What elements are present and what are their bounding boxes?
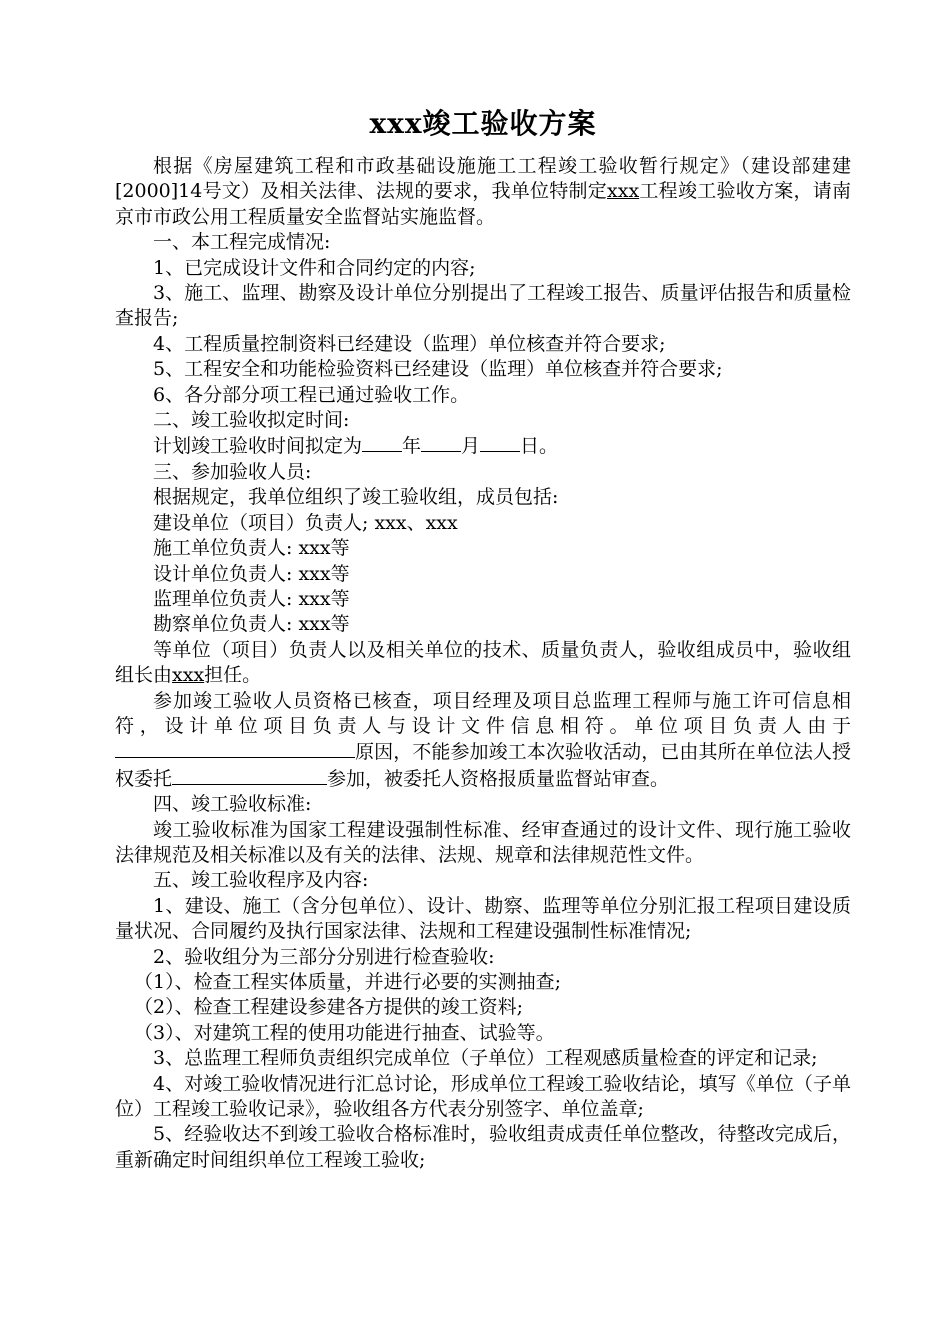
year-blank[interactable] <box>362 433 402 452</box>
year-label: 年 <box>402 435 422 458</box>
section-3-heading: 三、参加验收人员: <box>153 460 312 483</box>
member-line: 监理单位负责人: xxx等 <box>153 587 350 610</box>
group-text-2: 担任。 <box>204 664 262 687</box>
group-paragraph <box>115 638 851 689</box>
day-blank[interactable] <box>480 433 520 452</box>
section-5-subitem: （2）、检查工程建设参建各方提供的竣工资料; <box>134 996 523 1019</box>
qual-text-3: 参加，被委托人资格报质量监督站审查。 <box>327 767 670 790</box>
qualification-paragraph <box>115 689 851 793</box>
section-5-item: 3、总监理工程师负责组织完成单位（子单位）工程观感质量检查的评定和记录; <box>153 1047 818 1070</box>
intro-paragraph <box>115 154 851 230</box>
qual-text-2: 原因，不能参加竣工本次验收活动，已由其所在单位法人授权委托 <box>115 741 851 790</box>
group-text-1: 等单位（项目）负责人以及相关单位的技术、质量负责人，验收组成员中，验收组组长由 <box>115 638 851 687</box>
member-line: 建设单位（项目）负责人; xxx、xxx <box>153 511 458 534</box>
section-1-heading: 一、本工程完成情况: <box>153 231 331 254</box>
section-5-item: 5、经验收达不到竣工验收合格标准时，验收组责成责任单位整改，待整改完成后，重新确定时间组织单位工程竣工验收; <box>115 1123 851 1171</box>
member-line: 勘察单位负责人: xxx等 <box>153 613 350 636</box>
intro-text-1: 根据《房屋建筑工程和市政基础设施施工工程竣工验收暂行规定》（建设部建建[2000]14号文）及相关法律、法规的要求，我单位特制定 <box>115 155 851 203</box>
section-5-item: 2、验收组分为三部分分别进行检查验收: <box>153 945 495 968</box>
document-title: xxx竣工验收方案 <box>369 107 597 140</box>
date-lead: 计划竣工验收时间拟定为 <box>153 435 363 458</box>
section-4-heading: 四、竣工验收标准: <box>153 793 312 816</box>
member-line: 施工单位负责人: xxx等 <box>153 537 350 560</box>
delegate-blank[interactable] <box>172 766 327 785</box>
section-5-item: 1、建设、施工（含分包单位）、设计、勘察、监理等单位分别汇报工程项目建设质量状况、合同履约及执行国家法律、法规和工程建设强制性标准情况; <box>115 894 851 943</box>
day-label: 日。 <box>520 435 559 458</box>
member-line: 设计单位负责人: xxx等 <box>153 562 350 585</box>
section-1-item: 5、工程安全和功能检验资料已经建设（监理）单位核查并符合要求; <box>153 358 723 381</box>
month-blank[interactable] <box>421 433 461 452</box>
group-leader: xxx <box>172 664 205 687</box>
section-3-lead: 根据规定，我单位组织了竣工验收组，成员包括: <box>153 486 559 509</box>
section-5-item: 4、对竣工验收情况进行汇总讨论，形成单位工程竣工验收结论，填写《单位（子单位）工程竣工验收记录》，验收组各方代表分别签字、单位盖章; <box>115 1072 851 1121</box>
acceptance-date-line <box>115 433 851 459</box>
section-5-subitem: （3）、对建筑工程的使用功能进行抽查、试验等。 <box>134 1021 555 1044</box>
project-name: xxx <box>607 180 640 203</box>
section-1-item: 1、已完成设计文件和合同约定的内容; <box>153 256 476 279</box>
section-2-heading: 二、竣工验收拟定时间: <box>153 409 350 432</box>
section-5-heading: 五、竣工验收程序及内容: <box>153 869 369 892</box>
section-1-item: 6、各分部分项工程已通过验收工作。 <box>153 383 470 406</box>
section-4-text: 竣工验收标准为国家工程建设强制性标准、经审查通过的设计文件、现行施工验收法律规范及相关标准以及有关的法律、法规、规章和法律规范性文件。 <box>115 818 851 866</box>
qual-text-1: 参加竣工验收人员资格已核查，项目经理及项目总监理工程师与施工许可信息相符，设计单位项目负责人与设计文件信息相符。单位项目负责人由于 <box>115 689 851 737</box>
document-page <box>115 104 851 1173</box>
reason-blank[interactable] <box>115 739 355 758</box>
month-label: 月 <box>461 435 481 458</box>
section-1-item: 3、施工、监理、勘察及设计单位分别提出了工程竣工报告、质量评估报告和质量检查报告; <box>115 282 851 330</box>
intro-text-2: 工程竣工验收方案，请南京市市政公用工程质量安全监督站实施监督。 <box>115 180 851 228</box>
section-1-item: 4、工程质量控制资料已经建设（监理）单位核查并符合要求; <box>153 332 666 355</box>
section-5-subitem: （1）、检查工程实体质量，并进行必要的实测抽查; <box>134 971 561 993</box>
